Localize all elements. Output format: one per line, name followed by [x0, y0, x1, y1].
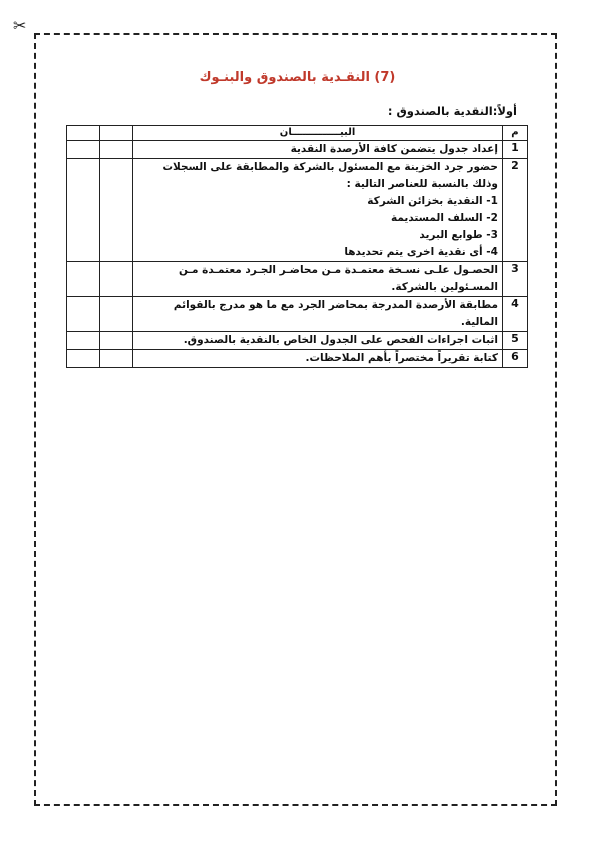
row-cell-blank [67, 262, 100, 297]
table-row [67, 297, 528, 332]
row-statement: الحصـول علـى نسـخة معتمـدة مـن محاضـر الجـرد معتمـدة مـن المسـئولين بالشركة. [133, 262, 503, 297]
row-cell-blank [67, 141, 100, 159]
header-col4 [67, 126, 100, 141]
list-item: 3- طوابع البريد [419, 229, 498, 241]
row-cell-blank [100, 262, 133, 297]
list-item: 2- السلف المستديمة [390, 212, 498, 224]
row-cell-blank [67, 297, 100, 332]
header-col3 [100, 126, 133, 141]
row-statement [133, 159, 503, 262]
table-row [67, 332, 528, 350]
list-item: 1- النقدية بخزائن الشركة [367, 195, 498, 207]
table-row [67, 141, 528, 159]
row-cell-blank [100, 141, 133, 159]
section-heading: أولاً:النقدية بالصندوق : [387, 104, 517, 118]
row-cell-blank [67, 350, 100, 368]
row-statement-text: حضور جرد الخزينة مع المسئول بالشركة والمطابقة على السجلات وذلك بالنسبة للعناصر التالية : [162, 161, 498, 190]
scissors-icon: ✂ [13, 16, 27, 35]
row-number: 4 [502, 297, 527, 332]
row-cell-blank [100, 350, 133, 368]
table-row [67, 350, 528, 368]
row-cell-blank [67, 159, 100, 262]
table-row [67, 262, 528, 297]
row-cell-blank [100, 159, 133, 262]
row-statement: إعداد جدول يتضمن كافة الأرصدة النقدية [133, 141, 503, 159]
row-statement: اثبات اجراءات الفحص على الجدول الخاص بالنقدية بالصندوق. [133, 332, 503, 350]
document-title: (7) النقـدية بالصندوق والبنـوك [199, 70, 396, 85]
row-cell-blank [100, 332, 133, 350]
audit-checklist-table [66, 125, 528, 368]
header-statement: البيــــــــــــــان [133, 126, 503, 141]
row-cell-blank [67, 332, 100, 350]
row-cell-blank [100, 297, 133, 332]
list-item: 4- أى نقدية اخرى يتم تحديدها [344, 246, 498, 258]
row-number: 5 [502, 332, 527, 350]
header-number: م [502, 126, 527, 141]
row-number: 3 [502, 262, 527, 297]
row-statement: مطابقة الأرصدة المدرجة بمحاضر الجرد مع ما هو مدرج بالقوائم المالية. [133, 297, 503, 332]
row-statement: كتابة تقريراً مختصراً بأهم الملاحظات. [133, 350, 503, 368]
table-header-row [67, 126, 528, 141]
row-number: 6 [502, 350, 527, 368]
row-number: 2 [502, 159, 527, 262]
row-number: 1 [502, 141, 527, 159]
table-row [67, 159, 528, 262]
